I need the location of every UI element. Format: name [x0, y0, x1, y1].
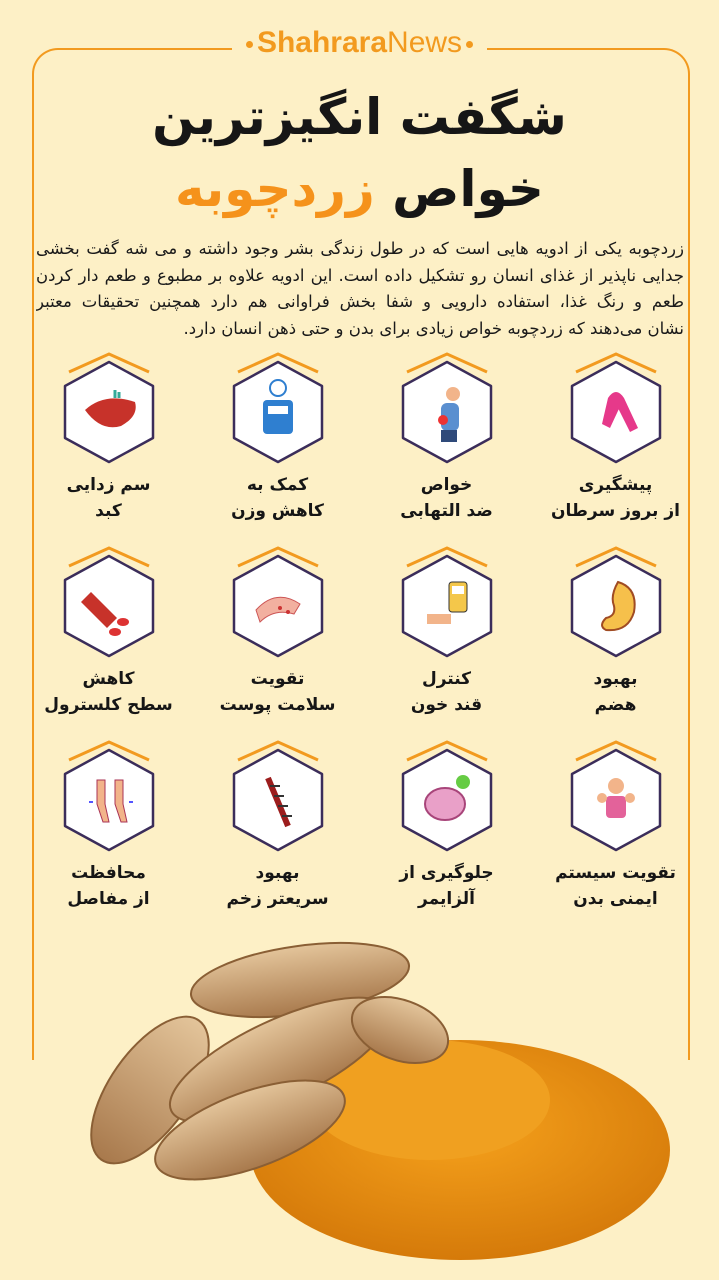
- label-line1: کاهش: [82, 669, 135, 689]
- benefit-item: [193, 546, 362, 718]
- benefit-item: [362, 740, 531, 912]
- hex-badge: [566, 546, 666, 656]
- benefit-label: [400, 472, 493, 524]
- label-line1: خواص: [420, 475, 473, 495]
- hex-badge: [397, 352, 497, 462]
- benefit-label: [594, 666, 638, 718]
- benefit-label: [44, 666, 172, 718]
- benefit-label: [220, 666, 336, 718]
- benefit-item: [531, 740, 700, 912]
- benefit-label: [231, 472, 324, 524]
- benefits-grid: [24, 352, 700, 912]
- intro-line: طعم و رنگ غذا، استفاده دارویی و شفا بخش فراوانی هم دارد همچنین تحقیقات معتبر: [36, 292, 684, 311]
- label-line1: جلوگیری از: [399, 863, 494, 883]
- benefit-label: [411, 666, 482, 718]
- hex-badge: [228, 740, 328, 850]
- label-line1: محافظت: [71, 863, 146, 883]
- hex-badge: [59, 546, 159, 656]
- label-line2: قند خون: [410, 695, 483, 715]
- hex-badge: [228, 352, 328, 462]
- hex-badge: [397, 546, 497, 656]
- label-line2: سریعتر زخم: [226, 889, 329, 909]
- label-line1: بهبود: [593, 669, 638, 689]
- label-line2: کاهش وزن: [231, 501, 324, 521]
- benefit-item: [531, 546, 700, 718]
- label-line1: سم زدایی: [66, 475, 151, 495]
- benefit-item: [24, 352, 193, 524]
- label-line2: از بروز سرطان: [551, 501, 680, 521]
- label-line1: تقویت: [250, 669, 305, 689]
- hex-badge: [397, 740, 497, 850]
- benefit-item: [362, 546, 531, 718]
- label-line2: از مفاصل: [67, 889, 150, 909]
- benefit-item: [24, 740, 193, 912]
- label-line1: کنترل: [421, 669, 472, 689]
- label-line1: پیشگیری: [578, 475, 653, 495]
- hex-badge: [566, 352, 666, 462]
- benefit-item: [193, 352, 362, 524]
- hex-badge: [59, 740, 159, 850]
- label-line2: سطح کلسترول: [44, 695, 173, 715]
- benefit-label: [551, 472, 680, 524]
- benefit-item: [362, 352, 531, 524]
- label-line2: ایمنی بدن: [573, 889, 658, 909]
- hex-badge: [566, 740, 666, 850]
- benefit-item: [193, 740, 362, 912]
- benefit-item: [531, 352, 700, 524]
- label-line2: هضم: [594, 695, 637, 715]
- title-prefix: خواص: [392, 160, 544, 218]
- title-highlight: زردچوبه: [175, 160, 375, 218]
- intro-paragraph: [36, 236, 684, 342]
- intro-line: جدایی ناپذیر از غذای انسان رو تشکیل داده است. این ادویه علاوه بر مطبوع و طعم دار کردن: [36, 265, 684, 285]
- intro-line: زردچوبه یکی از ادویه هایی است که در طول زندگی بشر وجود داشته و می شه گفت بخشی: [36, 239, 684, 258]
- intro-line: نشان می‌دهند که زردچوبه خواص زیادی برای بدن و حتی ذهن انسان دارد.: [183, 318, 684, 338]
- label-line1: تقویت سیستم: [555, 863, 676, 883]
- hex-badge: [228, 546, 328, 656]
- benefit-label: [67, 472, 151, 524]
- hex-badge: [59, 352, 159, 462]
- label-line1: بهبود: [255, 863, 300, 883]
- label-line2: آلزایمر: [418, 889, 475, 909]
- label-line2: سلامت پوست: [219, 695, 336, 715]
- label-line1: کمک به: [246, 475, 309, 495]
- benefit-item: [24, 546, 193, 718]
- label-line2: کبد: [95, 501, 122, 521]
- brand-logo: [0, 26, 719, 60]
- label-line2: ضد التهابی: [400, 501, 493, 521]
- title-line1: شگفت انگیزترین: [152, 88, 567, 146]
- title-line2: [0, 160, 719, 218]
- brand-light: News: [387, 26, 463, 59]
- turmeric-image: [0, 900, 719, 1280]
- brand-bold: Shahrara: [256, 26, 388, 59]
